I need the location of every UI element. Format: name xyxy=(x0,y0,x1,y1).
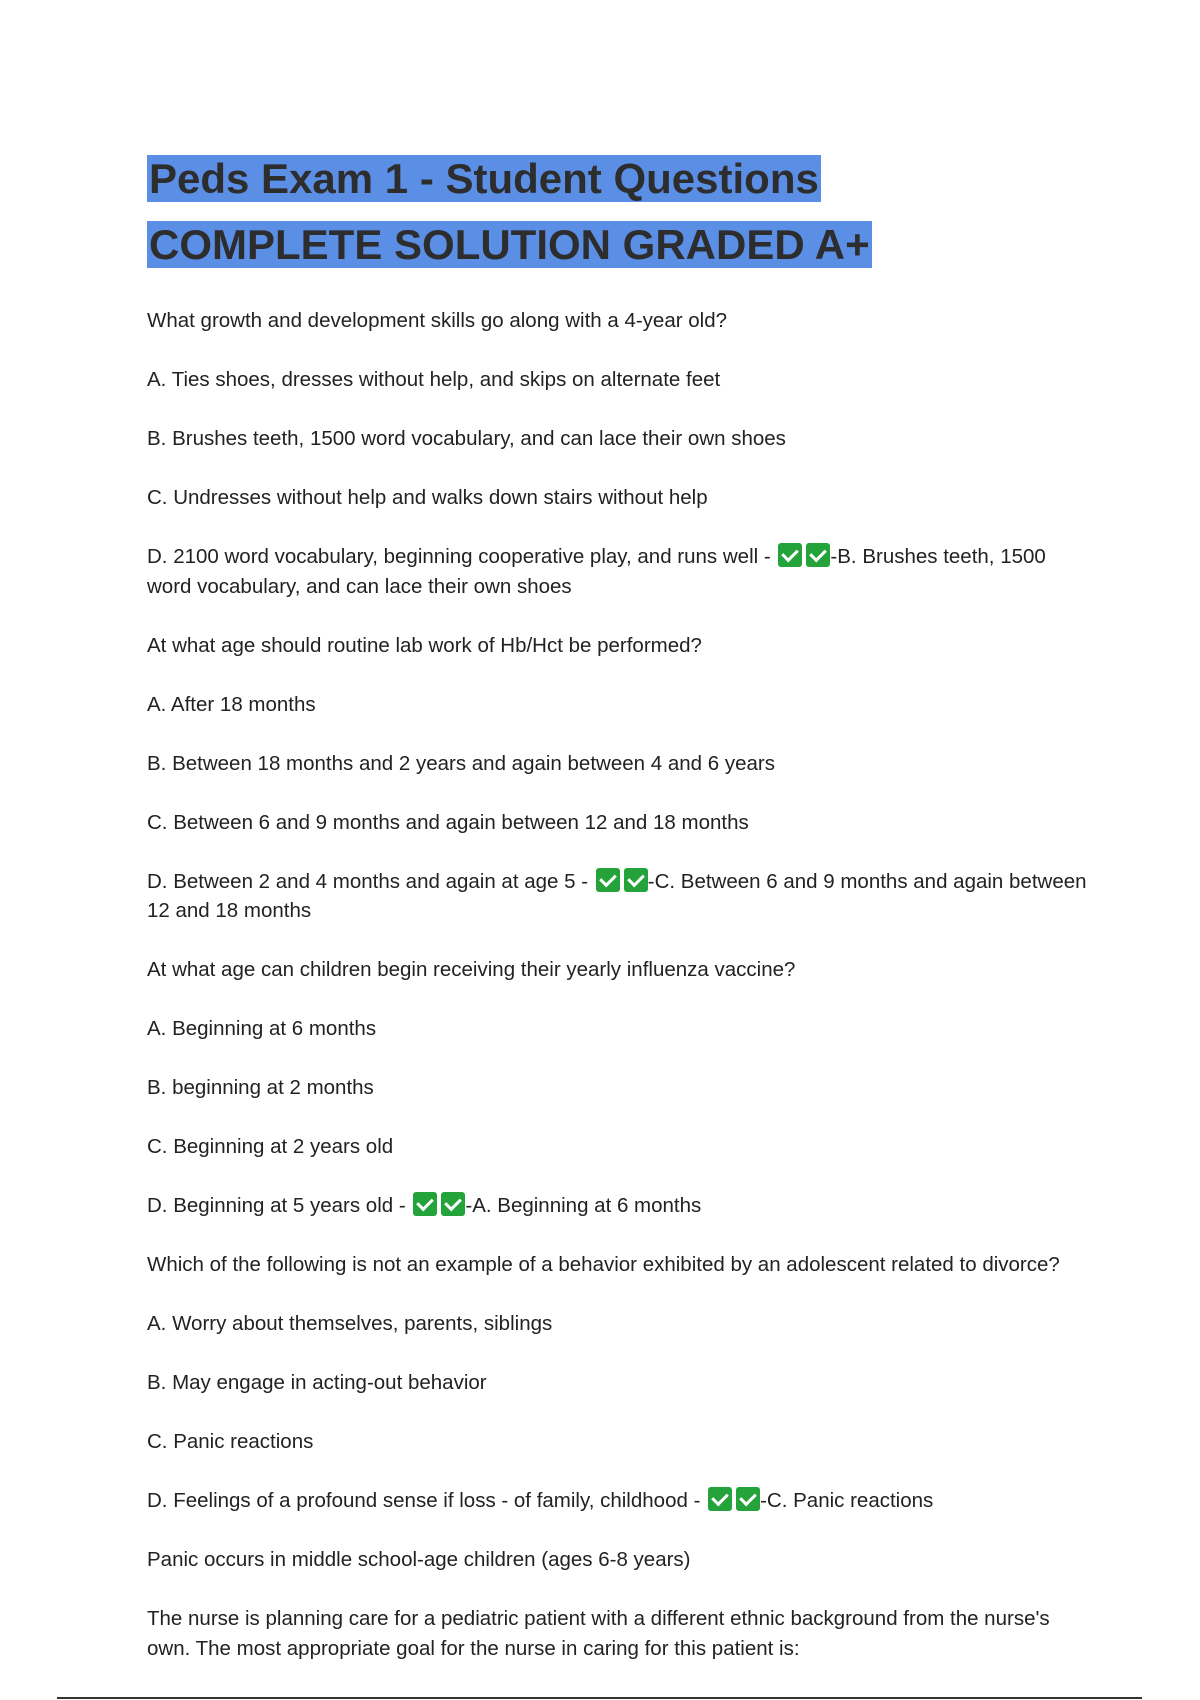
question-3-text: At what age can children begin receiving their yearly influenza vaccine? xyxy=(147,958,796,981)
question-4-text: Which of the following is not an example of a behavior exhibited by an adolescent related to divorce? xyxy=(147,1253,1060,1276)
checkmark-icon xyxy=(708,1487,732,1511)
question-4-answer: -C. Panic reactions xyxy=(760,1489,934,1512)
question-1-option-d: D. 2100 word vocabulary, beginning cooperative play, and runs well - xyxy=(147,545,771,568)
question-2-option-d-with-answer xyxy=(147,867,1092,926)
question-4-option-b: B. May engage in acting-out behavior xyxy=(147,1371,487,1394)
question-1-option-a: A. Ties shoes, dresses without help, and skips on alternate feet xyxy=(147,368,721,391)
question-1-text: What growth and development skills go along with a 4-year old? xyxy=(147,309,728,332)
question-2-text: At what age should routine lab work of Hb/Hct be performed? xyxy=(147,633,702,657)
question-list xyxy=(147,306,1092,1693)
checkmark-icon xyxy=(736,1487,760,1511)
document-title xyxy=(147,146,872,278)
question-4-option-c: C. Panic reactions xyxy=(147,1430,314,1453)
question-2-option-a: A. After 18 months xyxy=(147,692,316,716)
checkmark-icon xyxy=(441,1192,465,1216)
question-2-option-c: C. Between 6 and 9 months and again between 12 and 18 months xyxy=(147,810,749,834)
question-1-answer: -B. Brushes teeth, 1500 word vocabulary, and can lace their own shoes xyxy=(147,545,1046,598)
question-3-answer: -A. Beginning at 6 months xyxy=(465,1194,702,1217)
question-4-option-d: D. Feelings of a profound sense if loss - of family, childhood - xyxy=(147,1489,701,1512)
question-1-option-c: C. Undresses without help and walks down stairs without help xyxy=(147,486,708,509)
checkmark-icon xyxy=(806,543,830,567)
question-5-text: The nurse is planning care for a pediatric patient with a different ethnic background from the nurse's own. The most appropriate goal for the nurse in caring for this patient is: xyxy=(147,1607,1050,1660)
title-line-2: COMPLETE SOLUTION GRADED A+ xyxy=(149,221,870,268)
question-1-option-d-with-answer xyxy=(147,542,1092,601)
question-3-option-b: B. beginning at 2 months xyxy=(147,1076,374,1099)
question-4-note: Panic occurs in middle school-age children (ages 6-8 years) xyxy=(147,1548,691,1571)
page-bottom-rule xyxy=(57,1697,1142,1699)
checkmark-icon xyxy=(413,1192,437,1216)
checkmark-icon xyxy=(596,868,620,892)
question-3-option-d-with-answer xyxy=(147,1191,1092,1221)
question-3-option-c: C. Beginning at 2 years old xyxy=(147,1135,394,1158)
question-4-option-d-with-answer xyxy=(147,1486,1092,1516)
question-4-option-a: A. Worry about themselves, parents, siblings xyxy=(147,1312,553,1335)
checkmark-icon xyxy=(624,868,648,892)
question-2-option-d: D. Between 2 and 4 months and again at age 5 - xyxy=(147,869,589,893)
question-1-option-b: B. Brushes teeth, 1500 word vocabulary, and can lace their own shoes xyxy=(147,427,786,450)
title-line-1: Peds Exam 1 - Student Questions xyxy=(149,155,819,202)
question-2-answer: -C. Between 6 and 9 months and again between 12 and 18 months xyxy=(147,869,1087,922)
checkmark-icon xyxy=(778,543,802,567)
question-3-option-d: D. Beginning at 5 years old - xyxy=(147,1194,406,1217)
question-3-option-a: A. Beginning at 6 months xyxy=(147,1017,377,1040)
question-2-option-b: B. Between 18 months and 2 years and again between 4 and 6 years xyxy=(147,751,775,775)
